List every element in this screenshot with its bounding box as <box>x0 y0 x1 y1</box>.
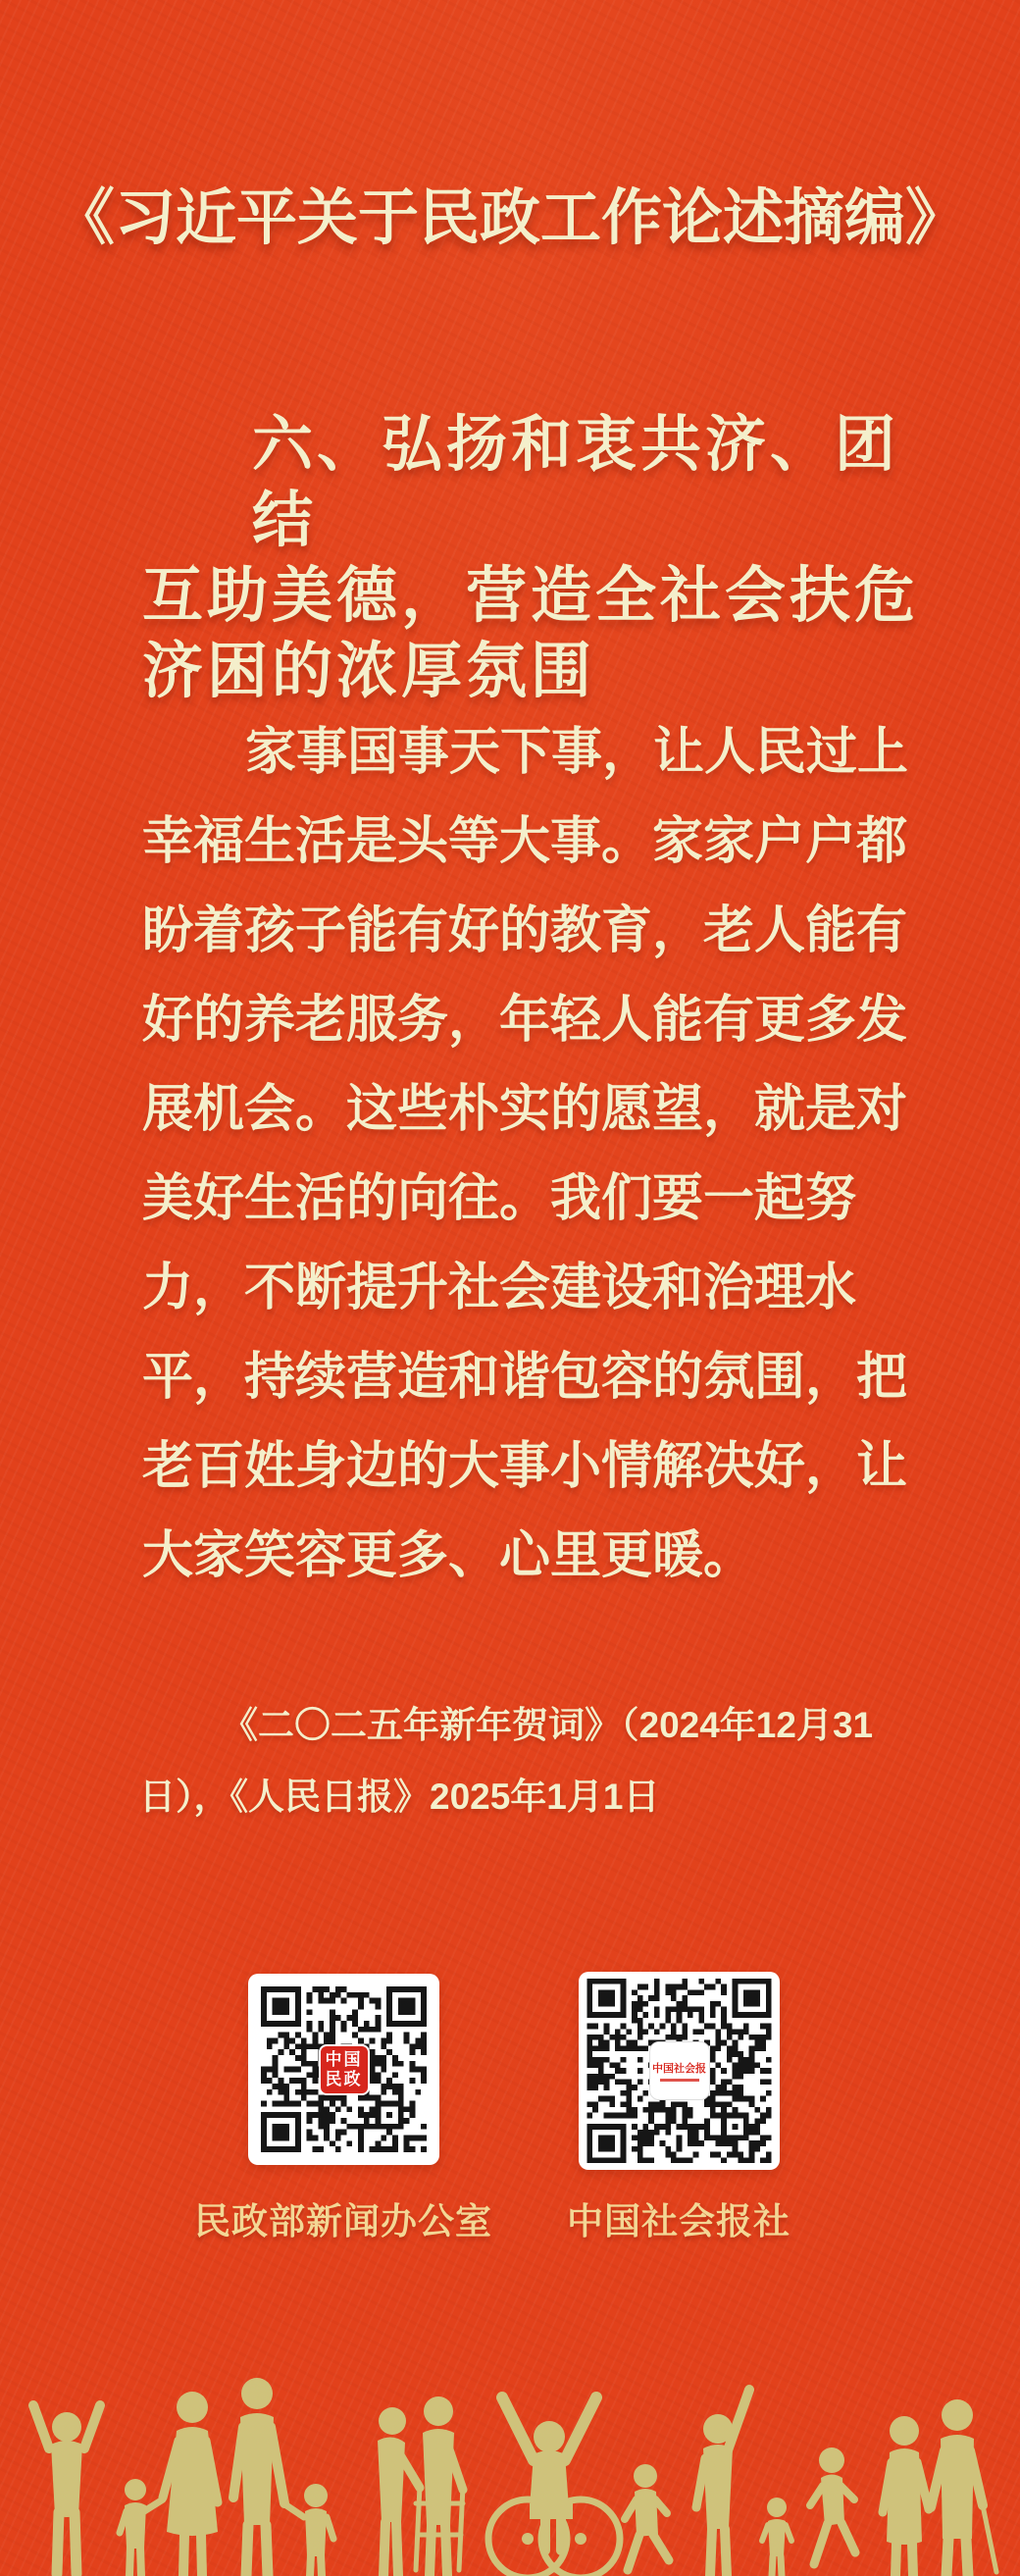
silhouette-caregiver <box>423 2396 463 2576</box>
body-line: 大家笑容更多、心里更暖。 <box>142 1527 755 1584</box>
qr-logo-text: 中国社会报 <box>652 2063 706 2075</box>
citation-line: 日），《人民日报》2025年1月1日 <box>139 1777 660 1817</box>
body-paragraph <box>142 708 922 1601</box>
body-line: 盼着孩子能有好的教育，老人能有 <box>142 902 908 959</box>
citation-line: 《二〇二五年新年贺词》（2024年12月31 <box>222 1705 874 1745</box>
body-line: 幸福生活是头等大事。家家户户都 <box>142 813 908 870</box>
body-line: 家事国事天下事，让人民过上 <box>245 724 909 781</box>
silhouette-small-child <box>762 2498 791 2576</box>
silhouette-mother <box>163 2392 218 2576</box>
body-line: 美好生活的向往。我们要一起努 <box>142 1170 857 1227</box>
body-line: 力，不断提升社会建设和治理水 <box>142 1260 857 1316</box>
body-line: 平，持续营造和谐包容的氛围，把 <box>142 1349 908 1406</box>
silhouettes-svg <box>0 2311 1020 2576</box>
silhouette-father <box>233 2378 284 2576</box>
source-citation <box>139 1689 924 1832</box>
silhouette-grandmother <box>883 2416 929 2576</box>
silhouette-running-child <box>625 2464 669 2570</box>
heading-line: 六、弘扬和衷共济、团结 <box>252 411 900 554</box>
qr-logo-text: 中国民政 <box>325 2049 363 2088</box>
silhouette-elder <box>378 2407 420 2576</box>
silhouette-running-boy <box>810 2447 855 2564</box>
page-title: 《习近平关于民政工作论述摘编》 <box>53 184 966 252</box>
qr-center-logo-csn <box>649 2041 710 2100</box>
qr-center-logo-mca <box>319 2044 370 2095</box>
body-line: 老百姓身边的大事小情解决好，让 <box>142 1438 908 1495</box>
silhouette-person-waving <box>696 2390 749 2576</box>
heading-line: 互助美德，营造全社会扶危 <box>142 562 920 630</box>
qr-label-csn: 中国社会报社 <box>567 2201 790 2241</box>
silhouette-child-holding-hand <box>286 2484 333 2576</box>
section-heading <box>142 407 942 709</box>
heading-line: 济困的浓厚氛围 <box>142 638 596 705</box>
silhouette-blind-man-with-cane <box>931 2399 996 2576</box>
qr-card-mca <box>248 1974 439 2165</box>
silhouette-child-cheering <box>33 2405 100 2574</box>
silhouette-wheelchair-user <box>488 2397 620 2576</box>
body-line: 好的养老服务，年轻人能有更多发 <box>142 992 908 1049</box>
qr-label-mca: 民政部新闻办公室 <box>194 2201 492 2241</box>
silhouette-toddler <box>120 2479 163 2576</box>
qr-card-csn <box>579 1972 780 2170</box>
body-line: 展机会。这些朴实的愿望，就是对 <box>142 1081 908 1138</box>
qr-logo-underline <box>660 2079 699 2082</box>
people-silhouettes-graphic <box>0 2311 1020 2576</box>
